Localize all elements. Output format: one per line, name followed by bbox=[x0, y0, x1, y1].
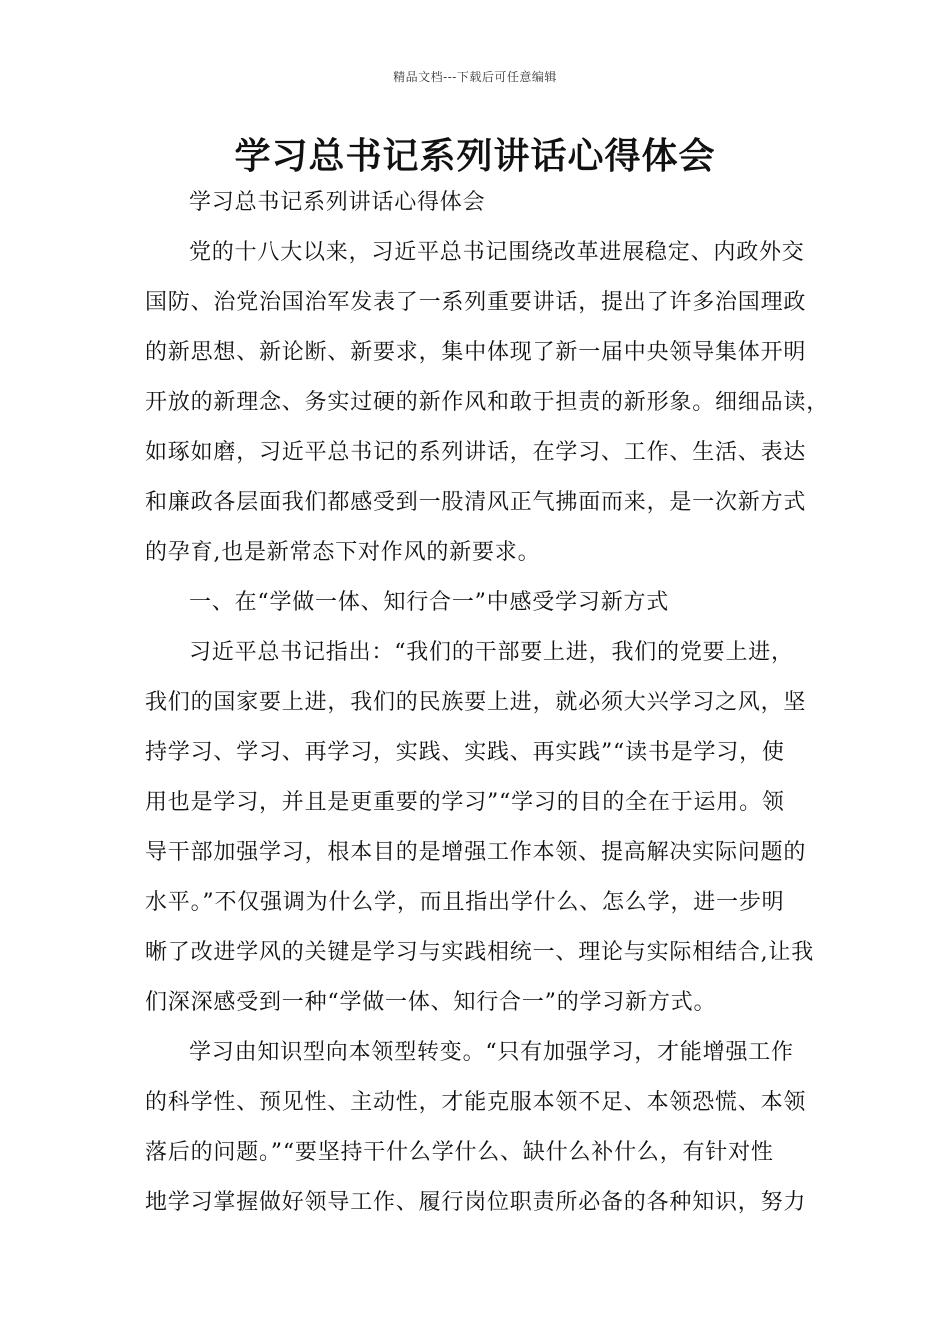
text-line: 用也是学习，并且是更重要的学习”“学习的目的全在于运用。领 bbox=[145, 790, 785, 815]
text-line: 的科学性、预见性、主动性，才能克服本领不足、本领恐慌、本领 bbox=[145, 1090, 807, 1115]
text-line: 的新思想、新论断、新要求，集中体现了新一届中央领导集体开明 bbox=[145, 340, 807, 365]
text-line: 的孕育,也是新常态下对作风的新要求。 bbox=[145, 540, 541, 565]
text-line: 落后的问题。”“要坚持干什么学什么、缺什么补什么，有针对性 bbox=[145, 1140, 774, 1165]
text-line: 水平。”不仅强调为什么学，而且指出学什么、怎么学，进一步明 bbox=[145, 890, 785, 915]
text-line: 习近平总书记指出：“我们的干部要上进，我们的党要上进， bbox=[189, 640, 794, 665]
document-title: 学习总书记系列讲话心得体会 bbox=[234, 135, 716, 177]
text-line: 晰了改进学风的关键是学习与实践相统一、理论与实际相结合,让我 bbox=[145, 940, 814, 965]
header-note: 精品文档---下载后可任意编辑 bbox=[393, 70, 557, 84]
text-line: 国防、治党治国治军发表了一系列重要讲话，提出了许多治国理政 bbox=[145, 290, 807, 315]
text-line: 一、在“学做一体、知行合一”中感受学习新方式 bbox=[189, 590, 670, 615]
text-line: 持学习、学习、再学习，实践、实践、再实践”“读书是学习，使 bbox=[145, 740, 785, 765]
text-line: 和廉政各层面我们都感受到一股清风正气拂面而来，是一次新方式 bbox=[145, 490, 807, 515]
text-line: 导干部加强学习，根本目的是增强工作本领、提高解决实际问题的 bbox=[145, 840, 807, 865]
body-text bbox=[145, 178, 830, 1228]
text-line: 学习总书记系列讲话心得体会 bbox=[189, 190, 486, 215]
text-line: 我们的国家要上进，我们的民族要上进，就必须大兴学习之风，坚 bbox=[145, 690, 807, 715]
text-line: 如琢如磨，习近平总书记的系列讲话，在学习、工作、生活、表达 bbox=[145, 440, 807, 465]
text-line: 们深深感受到一种“学做一体、知行合一”的学习新方式。 bbox=[145, 990, 717, 1015]
text-line: 开放的新理念、务实过硬的新作风和敢于担责的新形象。细细品读， bbox=[145, 390, 830, 415]
text-line: 学习由知识型向本领型转变。“只有加强学习，才能增强工作 bbox=[189, 1040, 794, 1065]
text-line: 地学习掌握做好领导工作、履行岗位职责所必备的各种知识，努力 bbox=[145, 1190, 807, 1215]
text-line: 党的十八大以来，习近平总书记围绕改革进展稳定、内政外交 bbox=[189, 240, 805, 265]
